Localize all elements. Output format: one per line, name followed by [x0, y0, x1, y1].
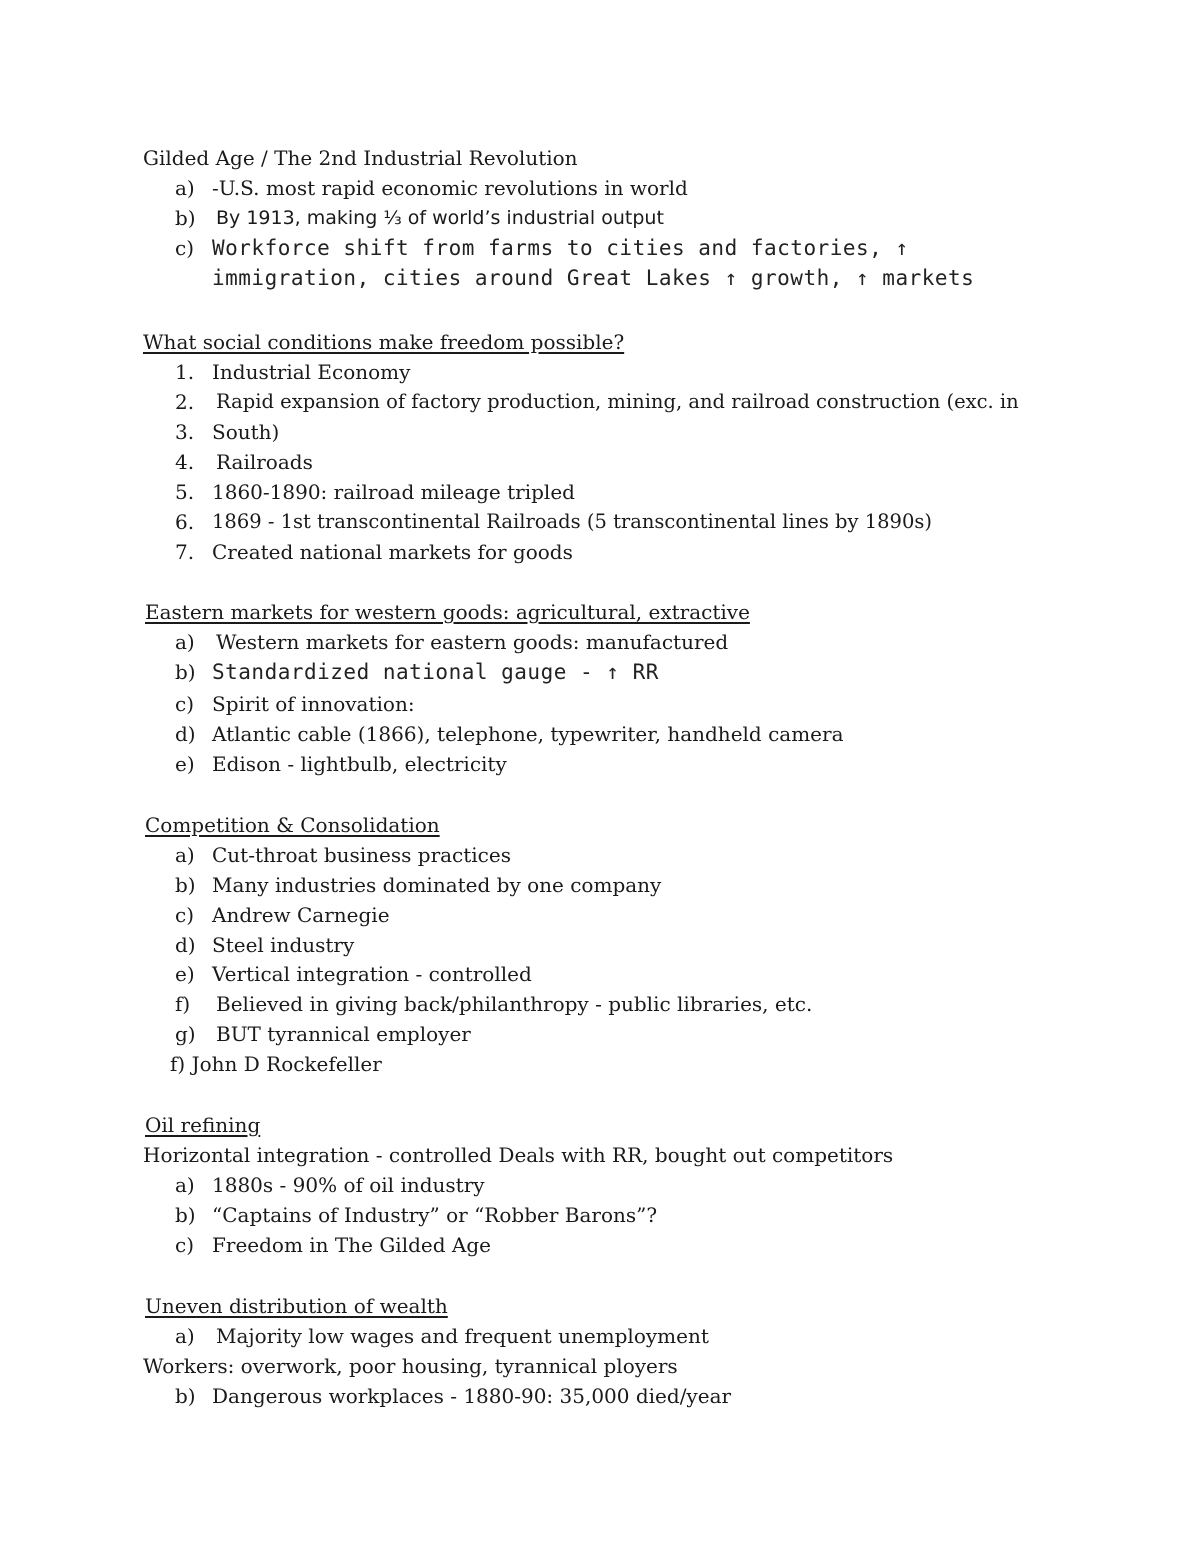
- list-item: Spirit of innovation:: [212, 692, 415, 716]
- list-item: Dangerous workplaces - 1880-90: 35,000 died/year: [212, 1384, 732, 1408]
- list-item: BUT tyrannical employer: [216, 1022, 471, 1046]
- list-marker: f): [175, 992, 191, 1016]
- list-marker: 2.: [175, 390, 195, 414]
- list-item: 1880s - 90% of oil industry: [212, 1173, 485, 1197]
- list-item: Standardized national gauge - ↑ RR: [212, 660, 659, 684]
- list-marker: a): [175, 843, 195, 867]
- list-item: Many industries dominated by one company: [212, 873, 662, 897]
- list-item: 1860-1890: railroad mileage tripled: [212, 480, 575, 504]
- list-marker: b): [175, 1203, 196, 1227]
- section-heading: Uneven distribution of wealth: [145, 1294, 448, 1318]
- list-item: Steel industry: [212, 933, 355, 957]
- list-item: Atlantic cable (1866), telephone, typewriter, handheld camera: [212, 722, 844, 746]
- body-line: Workers: overwork, poor housing, tyrannical ployers: [143, 1354, 678, 1378]
- list-item: By 1913, making ⅓ of world’s industrial output: [216, 207, 664, 229]
- list-marker: a): [175, 1324, 195, 1348]
- list-item: Workforce shift from farms to cities and factories, ↑: [212, 236, 909, 260]
- list-item: Rapid expansion of factory production, mining, and railroad construction (exc. in: [216, 390, 1019, 413]
- section-heading: Competition & Consolidation: [145, 813, 440, 837]
- list-marker: e): [175, 752, 195, 776]
- list-marker: a): [175, 1173, 195, 1197]
- list-marker: a): [175, 630, 195, 654]
- list-item: Industrial Economy: [212, 360, 411, 384]
- list-item: Edison - lightbulb, electricity: [212, 752, 507, 776]
- list-item: Railroads: [216, 450, 313, 474]
- list-marker: e): [175, 962, 195, 986]
- list-marker: c): [175, 692, 195, 716]
- list-item-unindented: f) John D Rockefeller: [170, 1052, 382, 1076]
- list-item-continuation: immigration, cities around Great Lakes ↑ growth, ↑ markets: [212, 266, 975, 290]
- list-item: Majority low wages and frequent unemployment: [216, 1324, 709, 1348]
- list-marker: 1.: [175, 360, 195, 384]
- list-item: South): [212, 420, 280, 444]
- list-marker: c): [175, 1233, 195, 1257]
- list-marker: b): [175, 873, 196, 897]
- section-heading: What social conditions make freedom possible?: [143, 330, 625, 354]
- list-item: Western markets for eastern goods: manufactured: [216, 630, 729, 654]
- list-marker: 4.: [175, 450, 195, 474]
- list-marker: c): [175, 236, 195, 260]
- list-item: 1869 - 1st transcontinental Railroads (5 transcontinental lines by 1890s): [212, 510, 932, 533]
- list-marker: g): [175, 1022, 196, 1046]
- list-item: Vertical integration - controlled: [212, 962, 532, 986]
- list-marker: 3.: [175, 420, 195, 444]
- list-marker: 5.: [175, 480, 195, 504]
- list-marker: b): [175, 660, 196, 684]
- list-marker: c): [175, 903, 195, 927]
- list-marker: d): [175, 722, 196, 746]
- list-marker: a): [175, 176, 195, 200]
- list-marker: b): [175, 206, 196, 230]
- list-marker: 6.: [175, 510, 195, 534]
- list-item: Andrew Carnegie: [212, 903, 390, 927]
- list-item: “Captains of Industry” or “Robber Barons”?: [212, 1203, 658, 1227]
- list-item: Believed in giving back/philanthropy - public libraries, etc.: [216, 992, 813, 1016]
- list-item: Cut-throat business practices: [212, 843, 511, 867]
- list-marker: d): [175, 933, 196, 957]
- section-heading: Eastern markets for western goods: agricultural, extractive: [145, 600, 750, 624]
- list-item: -U.S. most rapid economic revolutions in world: [212, 176, 688, 200]
- list-marker: b): [175, 1384, 196, 1408]
- section-heading: Oil refining: [145, 1113, 261, 1137]
- section-heading: Gilded Age / The 2nd Industrial Revolution: [143, 146, 578, 170]
- body-line: Horizontal integration - controlled Deals with RR, bought out competitors: [143, 1143, 894, 1167]
- list-marker: 7.: [175, 540, 195, 564]
- list-item: Created national markets for goods: [212, 540, 573, 564]
- list-item: Freedom in The Gilded Age: [212, 1233, 491, 1257]
